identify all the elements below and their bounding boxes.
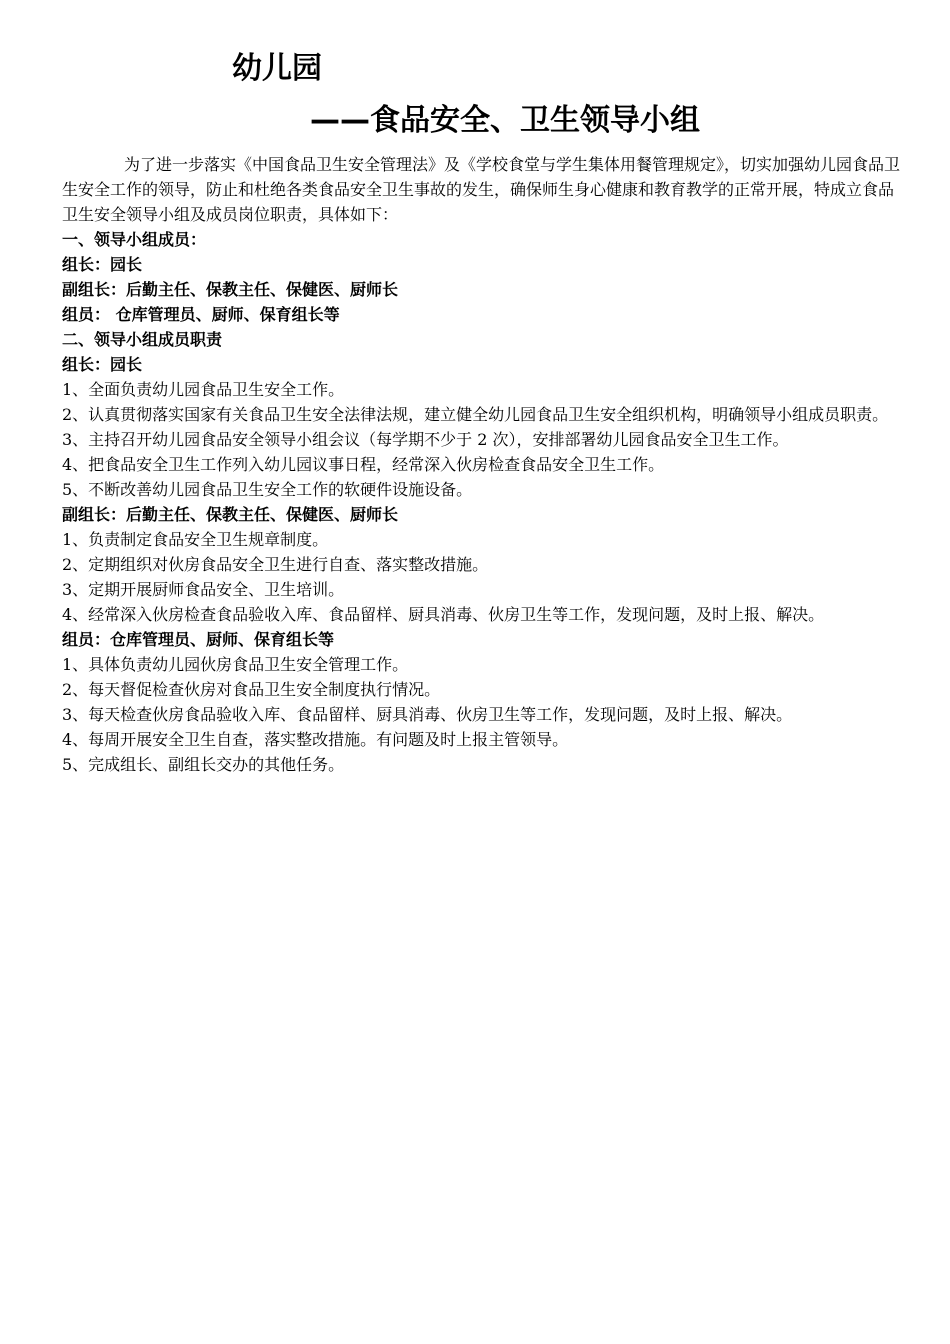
list-item: 5、完成组长、副组长交办的其他任务。 [62, 755, 345, 774]
list-item: 4、经常深入伙房检查食品验收入库、食品留样、厨具消毒、伙房卫生等工作，发现问题，及时上报、解决。 [62, 605, 825, 624]
section-heading: 副组长：后勤主任、保教主任、保健医、厨师长 [62, 505, 399, 524]
section-heading: 组员：仓库管理员、厨师、保育组长等 [62, 630, 335, 649]
list-item: 3、主持召开幼儿园食品安全领导小组会议（每学期不少于 2 次），安排部署幼儿园食品安全卫生工作。 [62, 430, 789, 449]
list-item: 2、认真贯彻落实国家有关食品卫生安全法律法规，建立健全幼儿园食品卫生安全组织机构，明确领导小组成员职责。 [62, 405, 889, 424]
list-item: 2、每天督促检查伙房对食品卫生安全制度执行情况。 [62, 680, 441, 699]
intro-paragraph: 为了进一步落实《中国食品卫生安全管理法》及《学校食堂与学生集体用餐管理规定》，切实加强幼儿园食品卫生安全工作的领导，防止和杜绝各类食品安全卫生事故的发生，确保师生身心健康和教育教学的正常开展，特成立食品卫生安全领导小组及成员岗位职责，具体如下： [62, 155, 901, 224]
document-subtitle: ——食品安全、卫生领导小组 [310, 103, 700, 138]
list-item: 2、定期组织对伙房食品安全卫生进行自查、落实整改措施。 [62, 555, 489, 574]
document-body [62, 152, 908, 777]
list-item: 1、具体负责幼儿园伙房食品卫生安全管理工作。 [62, 655, 409, 674]
list-item: 3、定期开展厨师食品安全、卫生培训。 [62, 580, 345, 599]
list-item: 3、每天检查伙房食品验收入库、食品留样、厨具消毒、伙房卫生等工作，发现问题，及时上报、解决。 [62, 705, 793, 724]
list-item: 1、负责制定食品安全卫生规章制度。 [62, 530, 329, 549]
section-heading: 副组长：后勤主任、保教主任、保健医、厨师长 [62, 280, 399, 299]
section-heading: 二、领导小组成员职责 [62, 330, 223, 349]
list-item: 1、全面负责幼儿园食品卫生安全工作。 [62, 380, 345, 399]
section-heading: 一、领导小组成员： [62, 230, 207, 249]
section-heading: 组员： 仓库管理员、厨师、保育组长等 [62, 305, 340, 324]
list-item: 4、每周开展安全卫生自查，落实整改措施。有问题及时上报主管领导。 [62, 730, 569, 749]
section-heading: 组长：园长 [62, 255, 143, 274]
document-title: 幼儿园 [232, 51, 322, 86]
section-heading: 组长：园长 [62, 355, 143, 374]
document-page [62, 48, 908, 777]
list-item: 4、把食品安全卫生工作列入幼儿园议事日程，经常深入伙房检查食品安全卫生工作。 [62, 455, 665, 474]
list-item: 5、不断改善幼儿园食品卫生安全工作的软硬件设施设备。 [62, 480, 473, 499]
